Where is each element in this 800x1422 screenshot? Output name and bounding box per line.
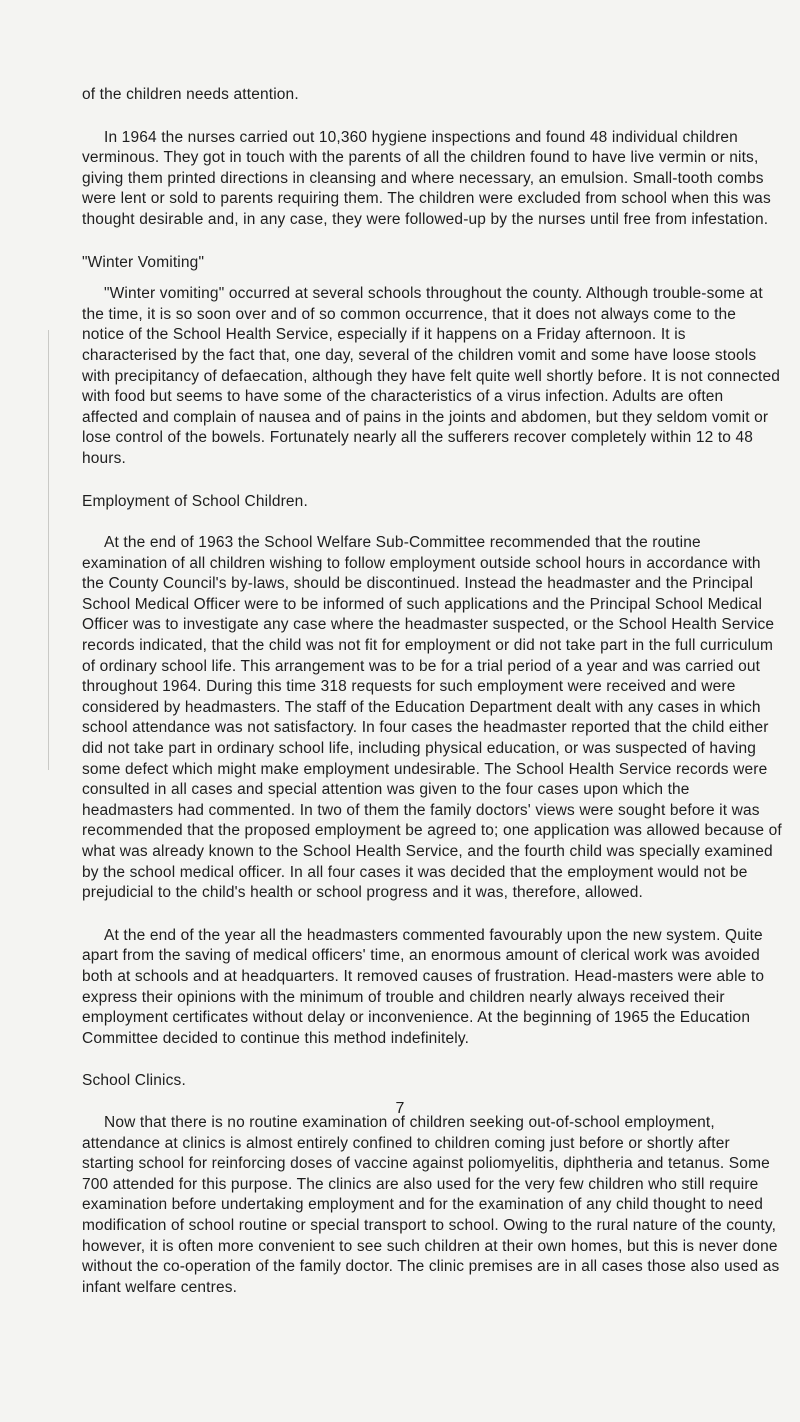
winter-vomiting-heading: "Winter Vomiting" [82, 253, 205, 271]
scan-edge-line [48, 330, 49, 770]
winter-vomiting-paragraph: "Winter vomiting" occurred at several schools throughout the county. Although trouble-some at the time, it is so soon over and of so common occurrence, that it does not always come to the notice of the School Health Service, especially if it happens on a Friday afternoon. It is characterised by the fact that, one day, several of the children vomit and some have loose stools with precipitancy of defaecation, although they have felt quite well shortly before. It is not connected with food but seems to have some of the characteristics of a virus infection. Adults are often affected and complain of nausea and of pains in the joints and abdomen, but they seldom vomit or lose control of the bowels. Fortunately nearly all the sufferers recover completely within 12 to 48 hours. [82, 285, 781, 467]
document-page [82, 85, 782, 1320]
employment-paragraph-2: At the end of the year all the headmasters commented favourably upon the new system. Quite apart from the saving of medical officers' time, an enormous amount of clerical work was avoided both at schools and at headquarters. It removed causes of frustration. Head-masters were able to express their opinions with the minimum of trouble and children nearly always received their employment certificates without delay or inconvenience. At the beginning of 1965 the Education Committee decided to continue this method indefinitely. [82, 926, 765, 1047]
clinics-paragraph: Now that there is no routine examination of children seeking out-of-school employment, attendance at clinics is almost entirely confined to children coming just before or shortly after starting school for reinforcing doses of vaccine against poliomyelitis, diphtheria and tetanus. Some 700 attended for this purpose. The clinics are also used for the very few children who still require examination before undertaking employment and for the examination of any child thought to need modification of school routine or special transport to school. Owing to the rural nature of the county, however, it is often more convenient to see such children at their own homes, but this is never done without the co-operation of the family doctor. The clinic premises are in all cases those also used as infant welfare centres. [82, 1113, 780, 1296]
intro-fragment: of the children needs attention. [82, 86, 299, 103]
clinics-heading: School Clinics. [82, 1072, 186, 1090]
hygiene-paragraph: In 1964 the nurses carried out 10,360 hygiene inspections and found 48 individual children verminous. They got in touch with the parents of all the children found to have live vermin or nits, giving them printed directions in cleansing and where necessary, an emulsion. Small-tooth combs were lent or sold to parents requiring them. The children were excluded from school when this was thought desirable and, in any case, they were followed-up by the nurses until free from infestation. [82, 128, 771, 228]
employment-paragraph-1: At the end of 1963 the School Welfare Sub-Committee recommended that the routine examination of all children wishing to follow employment outside school hours in accordance with the County Council's by-laws, should be discontinued. Instead the headmaster and the Principal School Medical Officer were to be informed of such applications and the Principal School Medical Officer was to investigate any case where the headmaster suspected, or the School Health Service records indicated, that the child was not fit for employment or did not take part in the full curriculum of ordinary school life. This arrangement was to be for a trial period of a year and was carried out throughout 1964. During this time 318 requests for such employment were received and were considered by headmasters. The staff of the Education Department dealt with any cases in which school attendance was not satisfactory. In four cases the headmaster reported that the child either did not take part in ordinary school life, including physical education, or was suspected of having some defect which might make employment undesirable. The School Health Service records were consulted in all cases and special attention was given to the four cases upon which the headmasters had commented. In two of them the family doctors' views were sought before it was recommended that the proposed employment be agreed to; one application was allowed because of what was already known to the School Health Service, and the fourth child was specially examined by the school medical officer. In all four cases it was decided that the employment would not be prejudicial to the child's health or school progress and it was, therefore, allowed. [82, 534, 782, 902]
employment-heading: Employment of School Children. [82, 492, 308, 510]
page-number: 7 [395, 1100, 405, 1117]
